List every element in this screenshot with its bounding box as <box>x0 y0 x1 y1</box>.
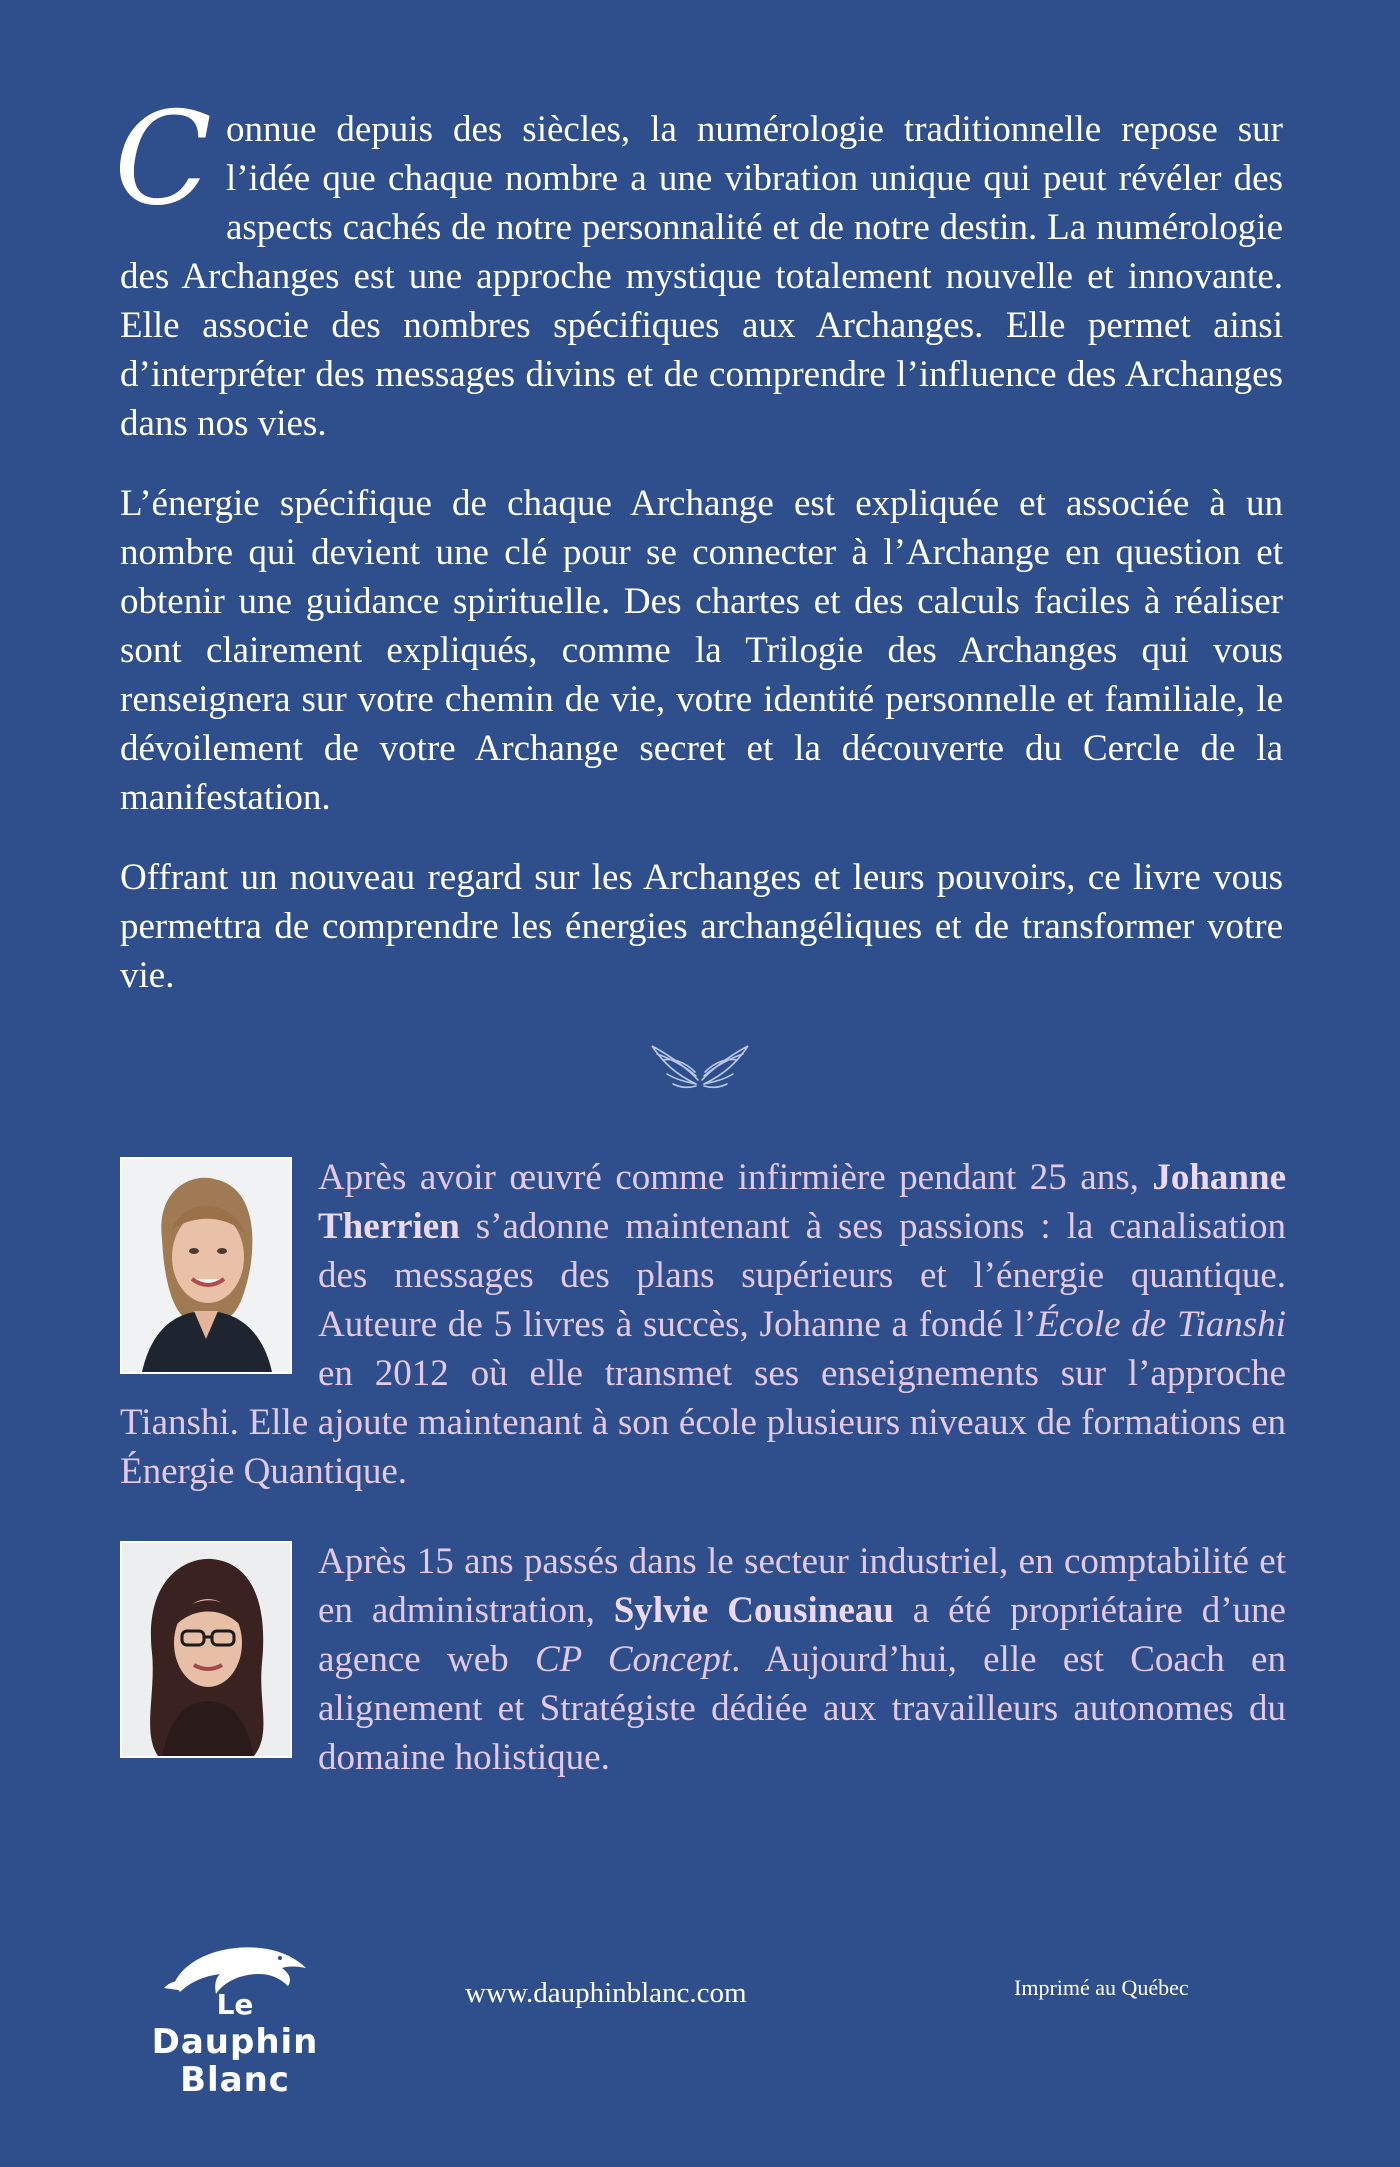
angel-wings-icon <box>649 1040 751 1094</box>
publisher-website: www.dauphinblanc.com <box>465 1977 747 2009</box>
author-bio-johanne-therrien <box>120 1153 1286 1496</box>
author2-text-middle: a été propriétaire d’une agence web <box>318 1590 1286 1680</box>
author1-text-start: Après avoir œuvré comme infirmière pendant 25 ans, <box>318 1157 1153 1198</box>
author-photo-sylvie <box>120 1541 292 1758</box>
drop-cap: C <box>114 85 212 234</box>
author2-text-end: . Aujourd’hui, elle est Coach en alignement et Stratégiste dédiée aux travailleurs autonomes du domaine holistique. <box>318 1639 1286 1778</box>
printed-in: Imprimé au Québec <box>1014 1975 1189 2000</box>
publisher-name-line-2: Dauphin <box>151 2022 319 2062</box>
publisher-name-line-1: Le <box>216 1988 254 2021</box>
publisher-name-line-3: Blanc <box>180 2060 290 2100</box>
intro-paragraph-1-text: onnue depuis des siècles, la numérologie traditionnelle repose sur l’idée que chaque nombre a une vibration unique qui peut révéler des aspects cachés de notre personnalité et de notre destin. La numérologie des Archanges est une approche mystique totalement nouvelle et innovante. Elle associe des nombres spécifiques aux Archanges. Elle permet ainsi d’interpréter des messages divins et de comprendre l’influence des Archanges dans nos vies. <box>120 109 1283 444</box>
intro-paragraph-1 <box>114 85 1283 448</box>
intro-paragraph-3: Offrant un nouveau regard sur les Archanges et leurs pouvoirs, ce livre vous permettra de comprendre les énergies archangéliques et de transformer votre vie. <box>120 857 1283 996</box>
author1-name: Johanne Therrien <box>318 1157 1286 1247</box>
back-cover-description <box>114 85 1283 1031</box>
author2-name: Sylvie Cousineau <box>613 1590 894 1631</box>
author1-text-middle: s’adonne maintenant à ses passions : la canalisation des messages des plans supérieurs et l’énergie quantique. Auteure de 5 livres à succès, Johanne a fondé l’ <box>318 1206 1286 1345</box>
author1-school: École de Tianshi <box>1036 1304 1286 1345</box>
author-photo-johanne <box>120 1157 292 1374</box>
publisher-logo <box>120 1938 350 2098</box>
author-bio-sylvie-cousineau <box>120 1537 1286 1782</box>
author1-text-end: en 2012 où elle transmet ses enseignements sur l’approche Tianshi. Elle ajoute maintenant à son école plusieurs niveaux de formations en Énergie Quantique. <box>120 1353 1286 1492</box>
intro-paragraph-2: L’énergie spécifique de chaque Archange est expliquée et associée à un nombre qui devient une clé pour se connecter à l’Archange en question et obtenir une guidance spirituelle. Des chartes et des calculs faciles à réaliser sont clairement expliqués, comme la Trilogie des Archanges qui vous renseignera sur votre chemin de vie, votre identité personnelle et familiale, le dévoilement de votre Archange secret et la découverte du Cercle de la manifestation. <box>120 483 1283 818</box>
author2-agency: CP Concept <box>534 1639 732 1680</box>
author2-text-start: Après 15 ans passés dans le secteur industriel, en comptabilité et en administration, <box>318 1541 1286 1631</box>
